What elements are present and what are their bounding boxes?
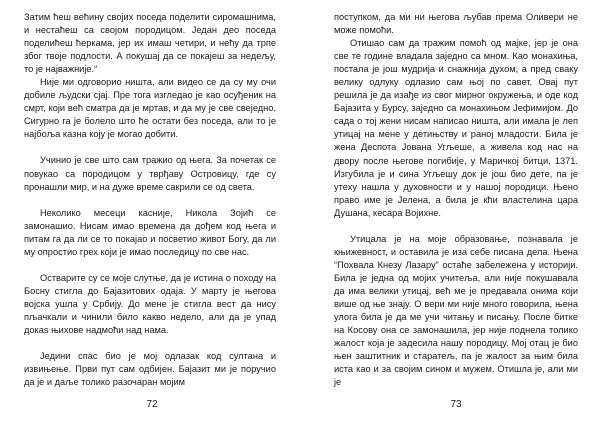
right-page-text: [334, 11, 578, 389]
paragraph: Отишао сам да тражим помоћ од мајке, јер је она све те године владала заједно са мном. Као монахиња, постала је још мудрија и снажнија духом, а пред сваку велику одлуку одлазио сам њој по савет. Овај пут решила је да изађе из свог мирног окружења, и оде код Бајазита у Бурсу, заједно са монахињом Јефимијом. До сада о тој жени нисам написао ништа, али имала је леп утицај на мене у детињству и раној младости. Била је жена Деспота Јована Угљеше, а живела код нас на двору после његове погибије, у Маричкој битци, 1371. Изгубила је и сина Угљешу док је још био дете, па је утеху нашла у духовности и у нашој породици. Њено право име је Јелена, а била је кћи властелина цара Душана, кесара Војихне.: [334, 38, 578, 218]
paragraph: Учинио је све што сам тражио од њега. За почетак се повукао са породицом у тврђаву Островицу, где су пронашли мир, и на дуже време сакрили се од света.: [24, 155, 276, 192]
paragraph: поступком, да ми ни његова љубав према Оливери не може помоћи.: [334, 12, 578, 36]
paragraph-gap: [24, 337, 276, 350]
paragraph: Утицала је на моје образовање, познавала је књижевност, и оставила је иза себе писана дела. Њена “Похвала Кнезу Лазару” остаће забележена у историји. Била је једна од мојих учитеља, али није покушавала да има велики утицај, већ ме је предавала онима који више од ње знају. О вери ми није много говорила, њена улога била је да ме учи читању и писању. После битке на Косову она се замонашила, јер није поднела толико жалост која је задесила нашу породицу. Мој отац је био њен заштитник и старатељ, па је жалост за њим била иста као и за својим сином и мужем. Отишла је, али ми је: [334, 233, 578, 388]
paragraph: Остварите су се моје слутње, да је истина о походу на Босну стигла до Бајазитових одаја. У марту је његова војска ушла у Србију. До мене је стигла вест да нису пљачкали и чинили било какво недело, али да је упад докаѕ њихове надмоћи над нама.: [24, 272, 276, 335]
paragraph-gap: [24, 194, 276, 207]
page-number: 72: [146, 399, 158, 410]
paragraph: Једини спас био је мој одлазак код султана и извињење. Први пут сам одбијен. Бајазит ми је поручио да је и даље толико разочаран мојим: [24, 351, 276, 388]
paragraph-gap: [334, 220, 578, 233]
page-number: 73: [450, 399, 462, 410]
left-page-text: [24, 11, 276, 389]
paragraph: Неколико месеци касније, Никола Зојић се замонашио. Нисам имао времена да дођем код њега и питам га да ли се то покајао и посветио живот Богу, да ли му опростио грех који је имао последицу по све нас.: [24, 207, 276, 257]
paragraph-gap: [24, 141, 276, 154]
right-page: [300, 0, 600, 424]
paragraph-gap: [24, 259, 276, 272]
paragraph: Није ми одговорио ништа, али видео се да су му очи добиле људски сјај. Пре тога изгледао је као осуђеник на смрт, који већ сматра да је мртав, и да му је све свеједно. Сигурно га је болело што ће остати без поседа, али то је најбоља казна коју је могао добити.: [24, 77, 276, 140]
paragraph: Затим ћеш већину својих поседа поделити сиромашнима, и нестаћеш са својом породицом. Један део поседа поделићеш ћеркама, јер их имаш четири, и нећу да трпе због твоје подлости. А покушај да се покајеш за недељу, то је најважније.“: [24, 12, 276, 75]
